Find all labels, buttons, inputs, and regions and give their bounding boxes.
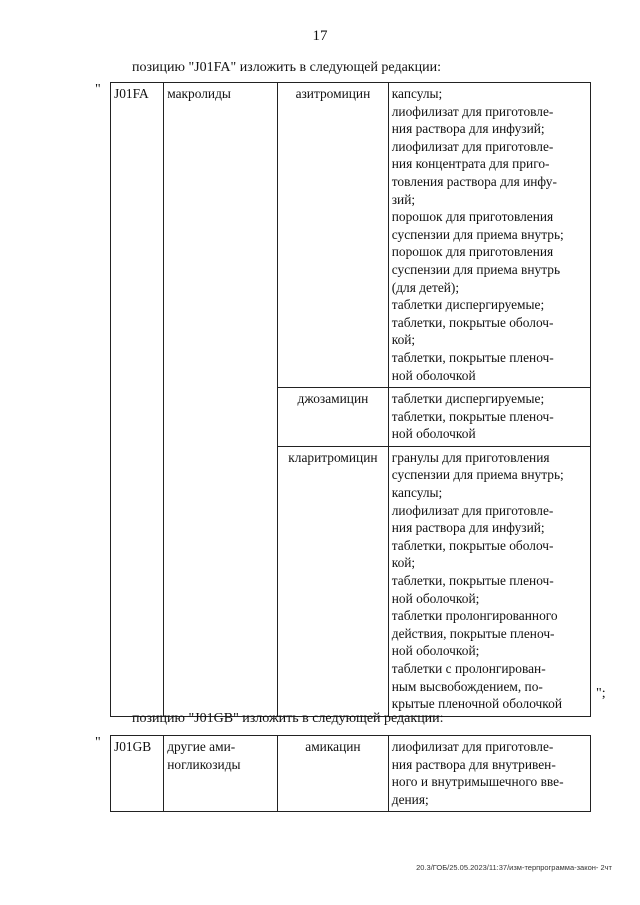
dosage-form-line: кой; — [391, 555, 416, 571]
group-name-line: ногликозиды — [167, 756, 241, 772]
dosage-form-line: зий; — [391, 191, 416, 207]
section2-table — [110, 735, 591, 812]
dosage-form-line: порошок для приготовления — [391, 209, 554, 225]
drug-name: амикацин — [305, 739, 361, 754]
page-number: 17 — [312, 28, 328, 44]
dosage-forms-cell — [388, 446, 590, 716]
dosage-form-line: таблетки, покрытые пленоч- — [391, 349, 554, 365]
group-cell — [164, 736, 278, 812]
dosage-form-line: суспензии для приема внутрь; — [391, 226, 564, 242]
dosage-form-line: ной оболочкой — [391, 426, 476, 442]
drug-name: джозамицин — [297, 391, 369, 407]
footer-document-id: 20.3/ГОБ/25.05.2023/11:37/изм-терпрограмма-закон- 2чт — [416, 863, 612, 872]
section1-open-quote: " — [95, 82, 101, 97]
dosage-form-line: крытые пленочной оболочкой — [391, 696, 562, 712]
section1-table — [110, 82, 591, 717]
group-name: макролиды — [167, 86, 231, 101]
dosage-forms-cell — [388, 388, 590, 447]
dosage-form-line: действия, покрытые пленоч- — [391, 625, 555, 641]
dosage-form-line: капсулы; — [391, 86, 443, 101]
dosage-form-line: ния раствора для инфузий; — [391, 520, 545, 536]
dosage-form-line: дения; — [391, 791, 429, 807]
dosage-form-line: таблетки диспергируемые; — [391, 391, 545, 407]
dosage-form-line: товления раствора для инфу- — [391, 173, 557, 189]
dosage-form-line: ной оболочкой — [391, 367, 476, 383]
drug-cell — [278, 388, 389, 447]
dosage-form-line: ния концентрата для приго- — [391, 156, 550, 172]
drug-cell — [278, 446, 389, 716]
group-name-line: другие ами- — [167, 739, 236, 754]
dosage-form-line: таблетки пролонгированного — [391, 608, 558, 624]
dosage-form-line: (для детей); — [391, 279, 460, 295]
table-row — [111, 736, 591, 812]
dosage-form-line: ного и внутримышечного вве- — [391, 774, 564, 790]
dosage-forms-cell — [388, 83, 590, 388]
dosage-form-line: ной оболочкой; — [391, 643, 480, 659]
dosage-form-line: суспензии для приема внутрь; — [391, 467, 564, 483]
group-cell — [164, 83, 278, 717]
dosage-form-line: суспензии для приема внутрь — [391, 261, 561, 277]
atc-code: J01FA — [114, 86, 149, 101]
dosage-form-line: ным высвобождением, по- — [391, 678, 543, 694]
dosage-form-line: лиофилизат для приготовле- — [391, 739, 554, 754]
dosage-form-line: капсулы; — [391, 485, 443, 501]
dosage-form-line: таблетки, покрытые пленоч- — [391, 573, 554, 589]
atc-code-cell — [111, 736, 164, 812]
dosage-form-line: таблетки, покрытые оболоч- — [391, 314, 554, 330]
dosage-forms-cell — [388, 736, 590, 812]
dosage-form-line: лиофилизат для приготовле- — [391, 502, 554, 518]
dosage-form-line: лиофилизат для приготовле- — [391, 103, 554, 119]
dosage-form-line: кой; — [391, 332, 416, 348]
dosage-form-line: лиофилизат для приготовле- — [391, 138, 554, 154]
section2-intro: позицию "J01GB" изложить в следующей редакции: — [132, 711, 444, 726]
dosage-form-line: ния раствора для внутривен- — [391, 756, 556, 772]
atc-code: J01GB — [114, 739, 152, 754]
atc-code-cell — [111, 83, 164, 717]
section1-intro: позицию "J01FA" изложить в следующей редакции: — [132, 60, 441, 75]
dosage-form-line: порошок для приготовления — [391, 244, 554, 260]
dosage-form-line: ной оболочкой; — [391, 590, 480, 606]
drug-name: азитромицин — [295, 86, 371, 101]
section2-open-quote: " — [95, 735, 101, 750]
dosage-form-line: таблетки, покрытые оболоч- — [391, 537, 554, 553]
dosage-form-line: гранулы для приготовления — [391, 449, 550, 465]
dosage-form-line: таблетки с пролонгирован- — [391, 661, 546, 676]
drug-name: кларитромицин — [288, 449, 378, 465]
dosage-form-line: таблетки диспергируемые; — [391, 297, 545, 313]
dosage-form-line: ния раствора для инфузий; — [391, 121, 545, 137]
drug-cell — [278, 83, 389, 388]
section1-close-quote: "; — [596, 686, 606, 701]
dosage-form-line: таблетки, покрытые пленоч- — [391, 408, 554, 424]
drug-cell — [278, 736, 389, 812]
table-row — [111, 83, 591, 388]
